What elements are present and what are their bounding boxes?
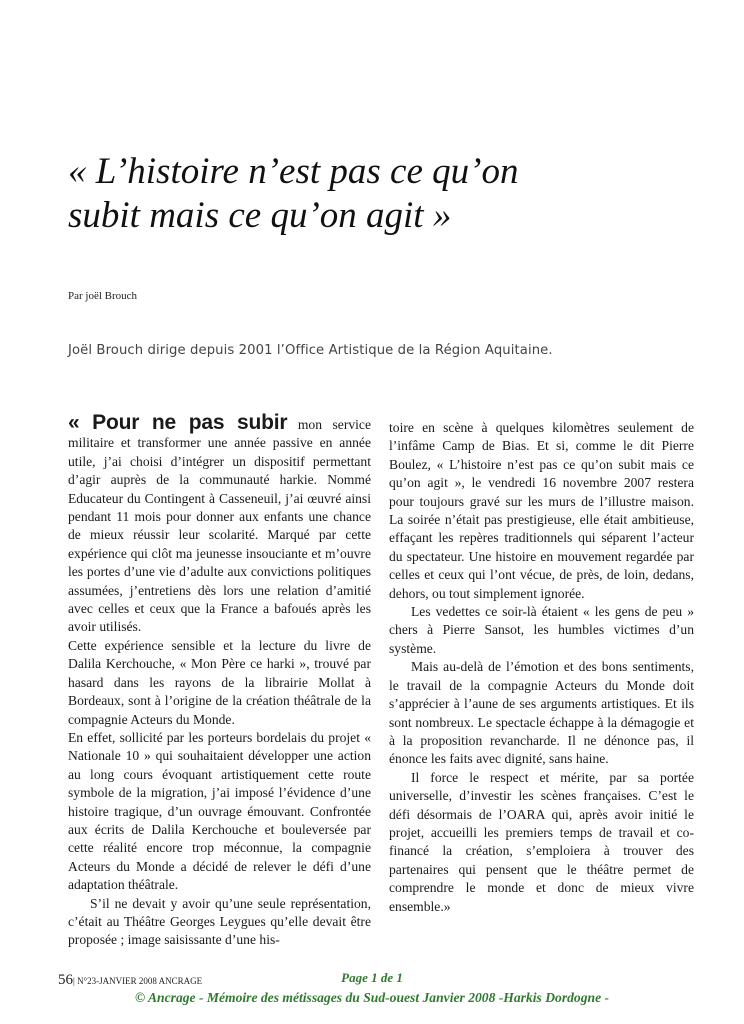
page-indicator: Page 1 de 1: [341, 970, 403, 985]
copyright-line: © Ancrage - Mémoire des métissages du Sud-ouest Janvier 2008 -Harkis Dordogne -: [134, 990, 610, 1005]
article-title-line-1: « L’histoire n’est pas ce qu’on: [68, 151, 519, 192]
subtitle: Joël Brouch dirige depuis 2001 l’Office Artistique de la Région Aquitaine.: [68, 343, 553, 358]
paragraph: toire en scène à quelques kilomètres seulement de l’infâme Camp de Bias. Et si, comme le dit Pierre Boulez, « L’histoire n’est pas ce qu’on subit mais ce qu’on agit », le vendredi 16 novembre 2007 restera pour toujours gravé sur les murs de l’illustre maison. La soirée n’était pas prestigieuse, elle était ambitieuse, effaçant les repères traditionnels qui séparent l’acteur du spectateur. Une histoire en mouvement regardée par celles et ceux qui l’ont vécue, de près, de loin, dedans, dehors, ou tout simplement ignorée.: [389, 420, 694, 601]
article-column-left: [68, 411, 371, 950]
article-title: [68, 150, 708, 238]
paragraph: En effet, sollicité par les porteurs bordelais du projet « Nationale 10 » qui souhaitaient développer une action au long cours évoquant artistiquement cette route symbole de la migration, j’ai imposé l’évidence d’une histoire tragique, d’un ouvrage émouvant. Confrontée aux écrits de Dalila Kerchouche et bouleversée par cette réalité encore trop méconnue, la compagnie Acteurs du Monde a décidé de relever le défi d’une adaptation théâtrale.: [68, 729, 371, 893]
paragraph-text: mon service militaire et transformer une année passive en année utile, j’ai choisi d’intégrer un dispositif permettant d’agir auprès de la communauté harkie. Nommé Educateur du Contingent à Casseneuil, j’ai œuvré ainsi pendant 11 mois pour donner aux enfants une chance de mieux réussir leur scolarité. Marqué par cette expérience qui clôt ma jeunesse insouciante et m’ouvre les portes d’une vie d’adulte aux convictions politiques assumées, j’entretiens dès lors une relation d’amitié avec celles et ceux que la France a bafoués après les avoir utilisés.: [68, 417, 371, 635]
paragraph: S’il ne devait y avoir qu’une seule représentation, c’était au Théâtre Georges Leygues qu’elle devait être proposée ; image saisissante d’une his-: [68, 895, 371, 948]
paragraph: Les vedettes ce soir-là étaient « les gens de peu » chers à Pierre Sansot, les humbles victimes d’un système.: [389, 604, 694, 656]
paragraph: Il force le respect et mérite, par sa portée universelle, d’investir les scènes françaises. C’est le défi désormais de l’OARA qui, après avoir initié le projet, accueilli les premiers temps de travail et co- financé la création, s’emploiera à trouver des partenaires qui pensent que le théâtre permet de comprendre le monde et donc de mieux vivre ensemble.»: [389, 769, 694, 914]
article-column-right: [389, 419, 694, 916]
paragraph: Mais au-delà de l’émotion et des bons sentiments, le travail de la compagnie Acteurs du Monde doit s’apprécier à l’aune de ses arguments artistiques. Et ils sont nombreux. Le spectacle échappe à la démagogie et à la proposition revancharde. Il ne dénonce pas, il énonce les faits avec dignité, sans haine.: [389, 659, 694, 767]
footer-separator: |: [73, 976, 75, 986]
byline: Par joël Brouch: [68, 290, 138, 302]
paragraph: Cette expérience sensible et la lecture du livre de Dalila Kerchouche, « Mon Père ce harki », trouvé par hasard dans les rayons de la librairie Mollat à Bordeaux, sont à l’origine de la création théâtrale de la compagnie Acteurs du Monde.: [68, 637, 371, 727]
paragraph: [68, 411, 371, 637]
article-title-line-2: subit mais ce qu’on agit »: [68, 195, 452, 236]
lead-in: « Pour ne pas subir: [68, 411, 288, 434]
page-number: 56: [58, 972, 73, 988]
issue-label: N°23-JANVIER 2008 ANCRAGE: [77, 976, 203, 986]
